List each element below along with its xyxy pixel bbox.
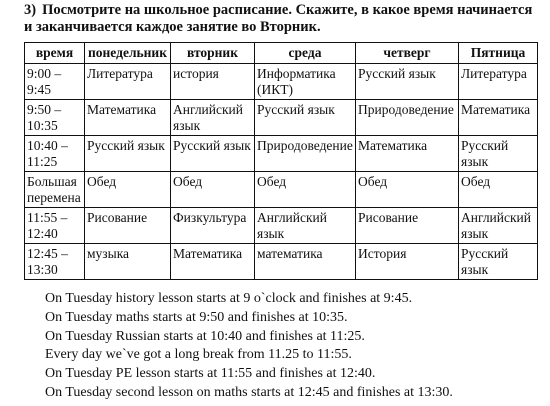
- table-cell: Информатика (ИКТ): [255, 64, 356, 100]
- table-cell: Русский язык: [459, 136, 538, 172]
- table-row: [25, 100, 538, 136]
- table-row: [25, 244, 538, 280]
- table-cell: Русский язык: [255, 100, 356, 136]
- header-time: время: [25, 43, 85, 64]
- time-cell: 9:50 – 10:35: [25, 100, 85, 136]
- task-text: Посмотрите на школьное расписание. Скажите, в какое время начинается и заканчивается каждое занятие во Вторник.: [24, 2, 533, 35]
- table-cell: Русский язык: [459, 244, 538, 280]
- table-cell: Рисование: [356, 208, 459, 244]
- table-cell: Английский язык: [459, 208, 538, 244]
- table-cell: Обед: [85, 172, 171, 208]
- answer-line: On Tuesday maths starts at 9:50 and finishes at 10:35.: [45, 309, 348, 325]
- table-cell: Литература: [85, 64, 171, 100]
- answer-line: Every day we`ve got a long break from 11.25 to 11:55.: [45, 347, 352, 363]
- table-cell: Английский язык: [255, 208, 356, 244]
- table-cell: Английский язык: [171, 100, 255, 136]
- time-cell: 9:00 – 9:45: [25, 64, 85, 100]
- table-cell: Обед: [459, 172, 538, 208]
- table-cell: Русский язык: [171, 136, 255, 172]
- task-number: 3): [24, 2, 37, 18]
- table-cell: Природоведение: [356, 100, 459, 136]
- schedule-header-row: [25, 43, 538, 64]
- table-cell: Русский язык: [85, 136, 171, 172]
- table-row: [25, 172, 538, 208]
- time-cell: Большая перемена: [25, 172, 85, 208]
- table-row: [25, 64, 538, 100]
- table-cell: История: [356, 244, 459, 280]
- header-thursday: четверг: [356, 43, 459, 64]
- table-cell: музыка: [85, 244, 171, 280]
- table-cell: Математика: [356, 136, 459, 172]
- table-cell: Математика: [459, 100, 538, 136]
- table-cell: Обед: [255, 172, 356, 208]
- answer-line: On Tuesday second lesson on maths starts at 12:45 and finishes at 13:30.: [45, 384, 453, 400]
- header-wednesday: среда: [255, 43, 356, 64]
- table-cell: Русский язык: [356, 64, 459, 100]
- header-monday: понедельник: [85, 43, 171, 64]
- time-cell: 10:40 – 11:25: [25, 136, 85, 172]
- answer-text: [45, 290, 545, 403]
- table-cell: Обед: [171, 172, 255, 208]
- time-cell: 12:45 – 13:30: [25, 244, 85, 280]
- answer-line: On Tuesday Russian starts at 10:40 and finishes at 11:25.: [45, 328, 365, 344]
- table-cell: Математика: [85, 100, 171, 136]
- answer-line: On Tuesday history lesson starts at 9 o`clock and finishes at 9:45.: [45, 291, 413, 306]
- header-tuesday: вторник: [171, 43, 255, 64]
- table-cell: математика: [255, 244, 356, 280]
- table-cell: Обед: [356, 172, 459, 208]
- table-cell: Физкультура: [171, 208, 255, 244]
- time-cell: 11:55 – 12:40: [25, 208, 85, 244]
- table-cell: история: [171, 64, 255, 100]
- table-cell: Природоведение: [255, 136, 356, 172]
- answer-line: On Tuesday PE lesson starts at 11:55 and finishes at 12:40.: [45, 366, 376, 382]
- table-row: [25, 208, 538, 244]
- table-cell: Литература: [459, 64, 538, 100]
- table-row: [25, 136, 538, 172]
- schedule-table: [24, 42, 538, 280]
- header-friday: Пятница: [459, 43, 538, 64]
- task-heading: [24, 2, 544, 36]
- table-cell: Рисование: [85, 208, 171, 244]
- table-cell: Математика: [171, 244, 255, 280]
